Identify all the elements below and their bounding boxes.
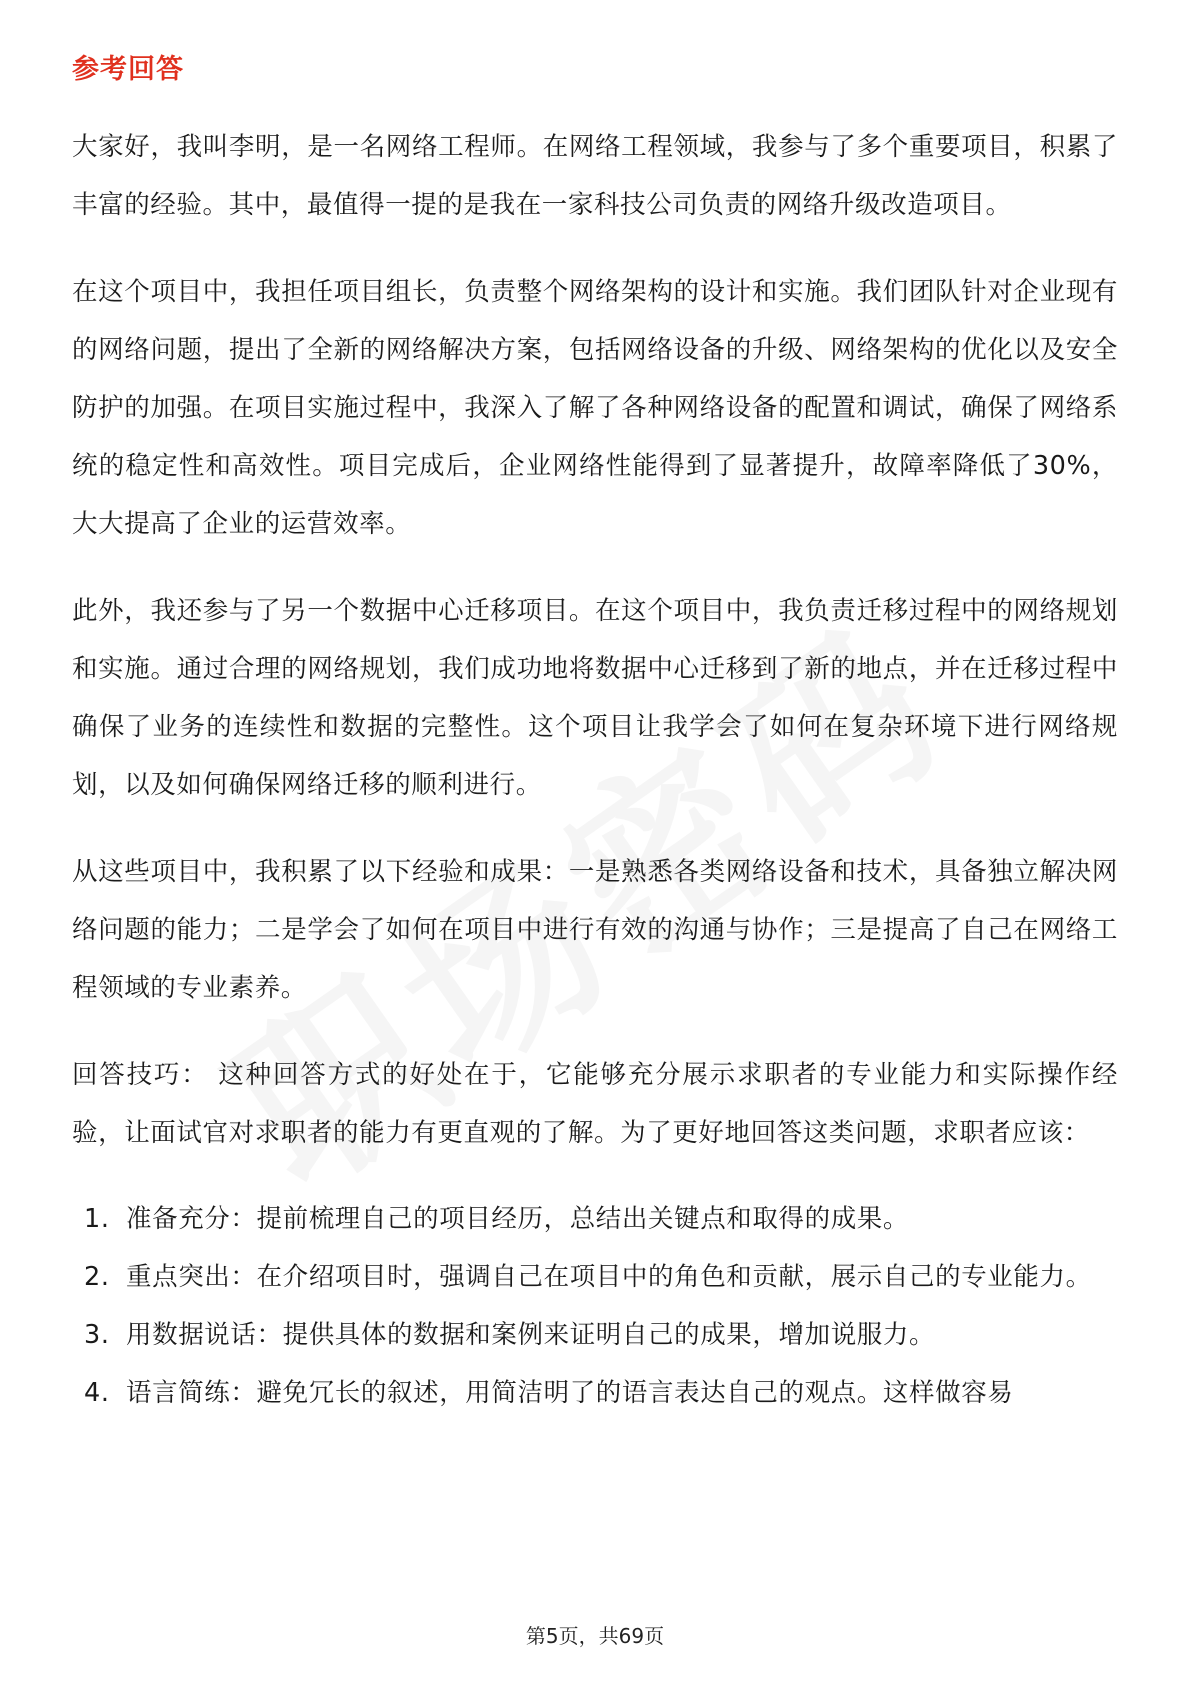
paragraph-intro: 大家好，我叫李明，是一名网络工程师。在网络工程领域，我参与了多个重要项目，积累了丰富的经验。其中，最值得一提的是我在一家科技公司负责的网络升级改造项目。	[72, 132, 1118, 220]
list-item-text: 重点突出：在介绍项目时，强调自己在项目中的角色和贡献，展示自己的专业能力。	[126, 1262, 1092, 1292]
answer-content	[72, 118, 1118, 1422]
list-item-text: 准备充分：提前梳理自己的项目经历，总结出关键点和取得的成果。	[126, 1204, 910, 1234]
page-number-footer: 第5页，共69页	[525, 1624, 665, 1648]
section-heading: 参考回答	[72, 54, 184, 85]
list-item-text: 语言简练：避免冗长的叙述，用简洁明了的语言表达自己的观点。这样做容易	[126, 1378, 1014, 1408]
list-item	[72, 1306, 1118, 1364]
paragraph-project-2: 此外，我还参与了另一个数据中心迁移项目。在这个项目中，我负责迁移过程中的网络规划和实施。通过合理的网络规划，我们成功地将数据中心迁移到了新的地点，并在迁移过程中确保了业务的连续性和数据的完整性。这个项目让我学会了如何在复杂环境下进行网络规划，以及如何确保网络迁移的顺利进行。	[72, 596, 1118, 800]
list-item-number: 3.	[84, 1320, 110, 1350]
list-item-number: 1.	[84, 1204, 110, 1234]
list-item	[72, 1190, 1118, 1248]
list-item	[72, 1248, 1118, 1306]
list-item	[72, 1364, 1118, 1422]
paragraph-tips-intro: 回答技巧： 这种回答方式的好处在于，它能够充分展示求职者的专业能力和实际操作经验，让面试官对求职者的能力有更直观的了解。为了更好地回答这类问题，求职者应该：	[72, 1060, 1118, 1148]
list-item-number: 4.	[84, 1378, 110, 1408]
paragraph-project-1: 在这个项目中，我担任项目组长，负责整个网络架构的设计和实施。我们团队针对企业现有的网络问题，提出了全新的网络解决方案，包括网络设备的升级、网络架构的优化以及安全防护的加强。在项目实施过程中，我深入了解了各种网络设备的配置和调试，确保了网络系统的稳定性和高效性。项目完成后，企业网络性能得到了显著提升，故障率降低了30%，大大提高了企业的运营效率。	[72, 277, 1118, 539]
list-item-number: 2.	[84, 1262, 110, 1292]
tips-list	[72, 1190, 1118, 1422]
list-item-text: 用数据说话：提供具体的数据和案例来证明自己的成果，增加说服力。	[126, 1320, 936, 1350]
paragraph-summary: 从这些项目中，我积累了以下经验和成果：一是熟悉各类网络设备和技术，具备独立解决网络问题的能力；二是学会了如何在项目中进行有效的沟通与协作；三是提高了自己在网络工程领域的专业素养。	[72, 857, 1118, 1003]
